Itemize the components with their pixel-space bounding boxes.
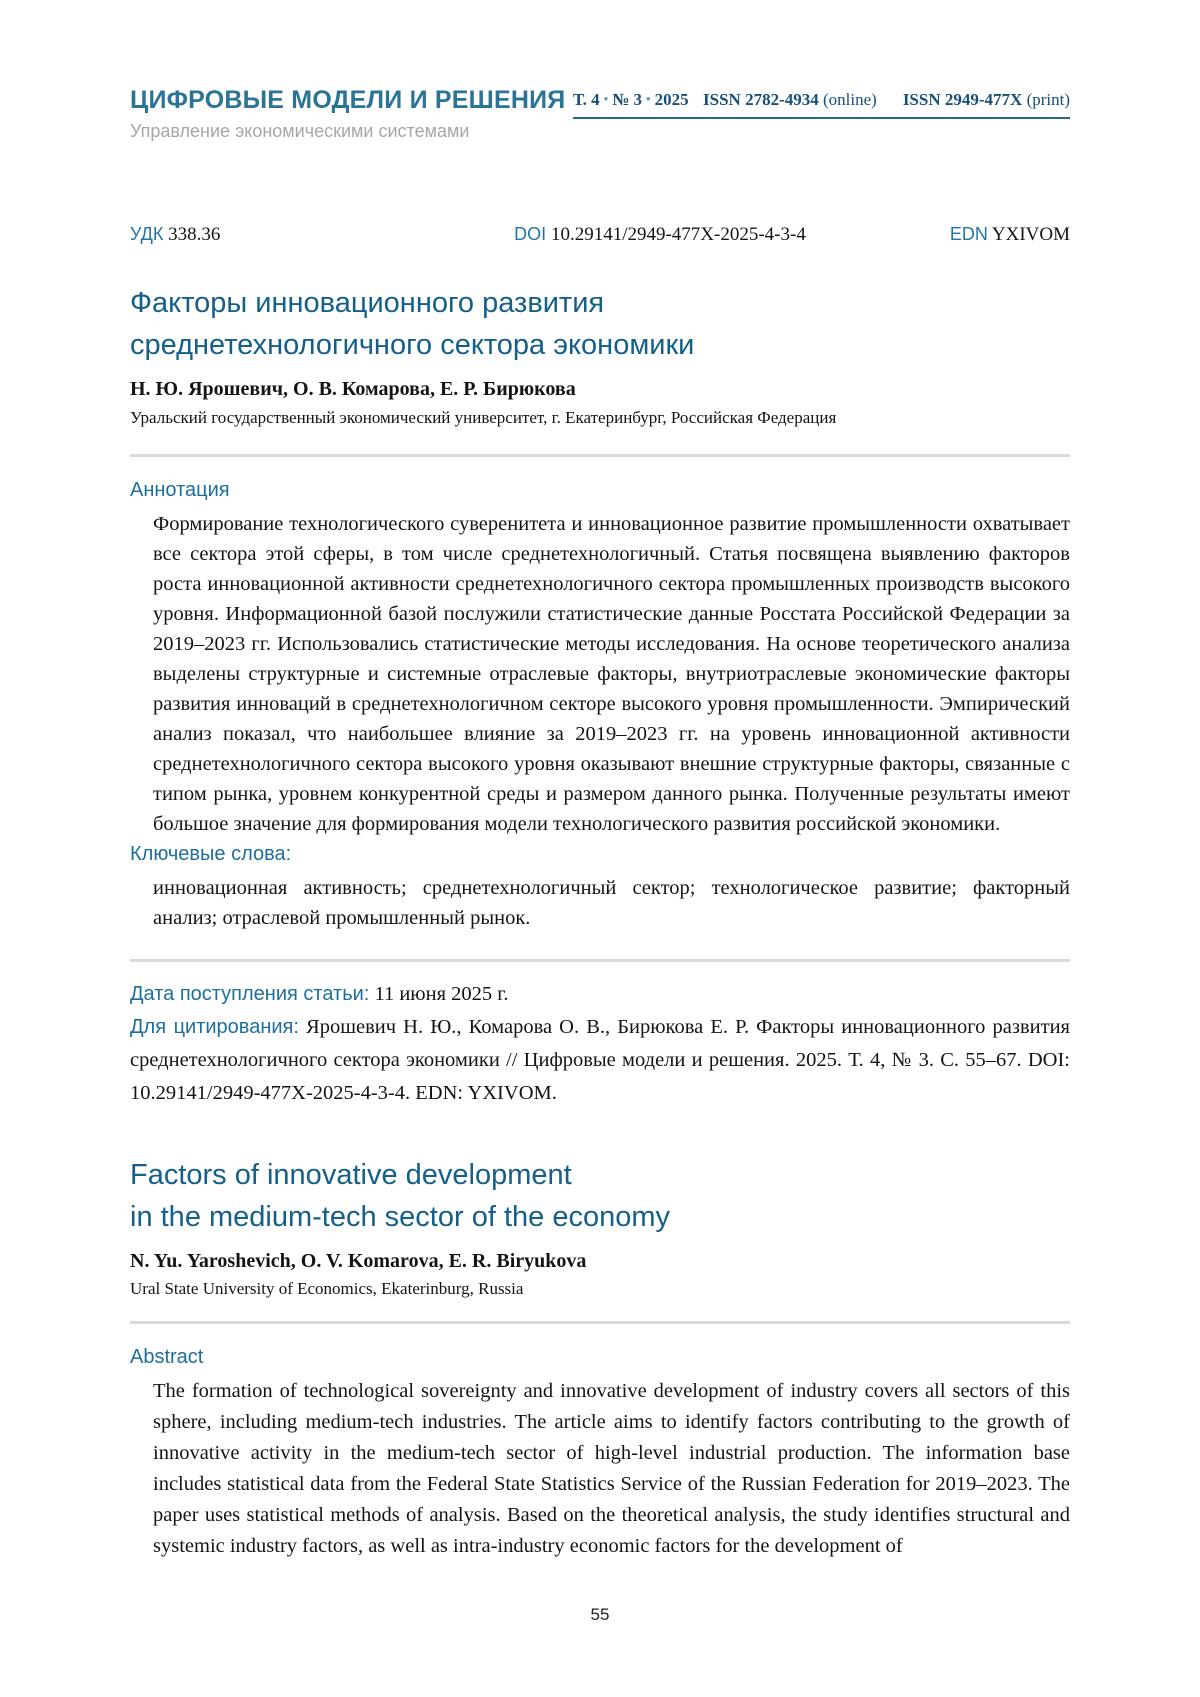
doi bbox=[514, 224, 806, 246]
divider bbox=[130, 454, 1070, 457]
issn-print-number: ISSN 2949-477X bbox=[902, 90, 1023, 109]
edn-value: YXIVOM bbox=[991, 224, 1070, 245]
divider bbox=[130, 1321, 1070, 1324]
issue-year: 2025 bbox=[654, 90, 689, 109]
issue-info bbox=[573, 90, 689, 110]
affiliation-ru: Уральский государственный экономический университет, г. Екатеринбург, Российская Федерация bbox=[130, 408, 837, 427]
title-ru-line1: Факторы инновационного развития bbox=[130, 287, 605, 319]
article-title-en bbox=[130, 1154, 1070, 1238]
edn-label: EDN bbox=[949, 224, 988, 244]
affiliation-en: Ural State University of Economics, Ekaterinburg, Russia bbox=[130, 1279, 524, 1298]
citation-block bbox=[130, 1011, 1070, 1110]
issn-online-number: ISSN 2782-4934 bbox=[703, 90, 819, 109]
issn-online-suffix: (online) bbox=[822, 90, 877, 109]
citation-value: Ярошевич Н. Ю., Комарова О. В., Бирюкова Е. Р. Факторы инновационного развития среднетехнологичного сектора экономики // Цифровые модели и решения. 2025. Т. 4, № 3. С. 55–67. DOI: 10.29141/2949-477X-2025-4-3-4. EDN: YXIVOM. bbox=[130, 1016, 1070, 1104]
dot-separator-icon: • bbox=[646, 91, 651, 106]
abstract-label-ru: Аннотация bbox=[130, 479, 230, 501]
journal-subtitle: Управление экономическими системами bbox=[130, 121, 470, 141]
journal-issue-issn bbox=[573, 90, 1070, 119]
title-en-line2: in the medium-tech sector of the economy bbox=[130, 1201, 670, 1233]
article-meta-row bbox=[130, 224, 1070, 246]
abstract-label-en: Abstract bbox=[130, 1346, 204, 1368]
received-line bbox=[130, 978, 1070, 1011]
issn-online bbox=[703, 90, 877, 109]
article-title-ru bbox=[130, 282, 1070, 366]
page-content bbox=[130, 0, 1070, 1562]
authors-en: N. Yu. Yaroshevich, O. V. Komarova, E. R. Biryukova bbox=[130, 1250, 587, 1272]
received-label: Дата поступления статьи: bbox=[130, 983, 370, 1005]
divider bbox=[130, 959, 1070, 962]
journal-title: ЦИФРОВЫЕ МОДЕЛИ И РЕШЕНИЯ bbox=[130, 86, 566, 114]
abstract-text-en: The formation of technological sovereignty and innovative development of industry covers all sectors of this sphere, including medium-tech industries. The article aims to identify factors contributing to the growth of innovative activity in the medium-tech sector of high-level industrial production. The information base includes statistical data from the Federal State Statistics Service of the Russian Federation for 2019–2023. The paper uses statistical methods of analysis. Based on the theoretical analysis, the study identifies structural and systemic industry factors, as well as intra-industry economic factors for the development of bbox=[153, 1380, 1070, 1557]
title-en-line1: Factors of innovative development bbox=[130, 1159, 572, 1191]
dot-separator-icon: • bbox=[603, 91, 609, 106]
udc bbox=[130, 224, 454, 246]
issn-print bbox=[903, 90, 1070, 109]
citation-label: Для цитирования: bbox=[130, 1016, 299, 1038]
edn bbox=[950, 224, 1070, 246]
keywords-label-ru: Ключевые слова: bbox=[130, 843, 292, 865]
journal-header bbox=[130, 0, 1070, 142]
udc-label: УДК bbox=[130, 224, 164, 244]
doi-label: DOI bbox=[514, 224, 547, 244]
issue-number: № 3 bbox=[612, 90, 643, 109]
received-value: 11 июня 2025 г. bbox=[374, 983, 509, 1005]
udc-value: 338.36 bbox=[168, 224, 221, 245]
doi-value: 10.29141/2949-477X-2025-4-3-4 bbox=[550, 224, 806, 245]
keywords-text-ru: инновационная активность; среднетехнологичный сектор; технологическое развитие; факторный анализ; отраслевой промышленный рынок. bbox=[153, 877, 1070, 929]
issue-volume: Т. 4 bbox=[573, 90, 600, 109]
issn-print-suffix: (print) bbox=[1026, 90, 1070, 109]
authors-ru: Н. Ю. Ярошевич, О. В. Комарова, Е. Р. Бирюкова bbox=[130, 378, 576, 400]
journal-identity bbox=[130, 86, 565, 142]
issn-info bbox=[703, 90, 1070, 110]
abstract-text-ru: Формирование технологического суверенитета и инновационное развитие промышленности охватывает все сектора этой сферы, в том числе среднетехнологичный. Статья посвящена выявлению факторов роста инновационной активности среднетехнологичного сектора промышленных производств высокого уровня. Информационной базой послужили статистические данные Росстата Российской Федерации за 2019–2023 гг. Использовались статистические методы исследования. На основе теоретического анализа выделены структурные и системные отраслевые факторы, внутриотраслевые экономические факторы развития инноваций в среднетехнологичном секторе высокого уровня промышленности. Эмпирический анализ показал, что наибольшее влияние за 2019–2023 гг. на уровень инновационной активности среднетехнологичного сектора высокого уровня оказывают внешние структурные факторы, связанные с типом рынка, уровнем конкурентной среды и размером данного рынка. Полученные результаты имеют большое значение для формирования модели технологического развития российской экономики. bbox=[153, 513, 1070, 835]
page-number: 55 bbox=[590, 1605, 610, 1624]
title-ru-line2: среднетехнологичного сектора экономики bbox=[130, 329, 695, 361]
